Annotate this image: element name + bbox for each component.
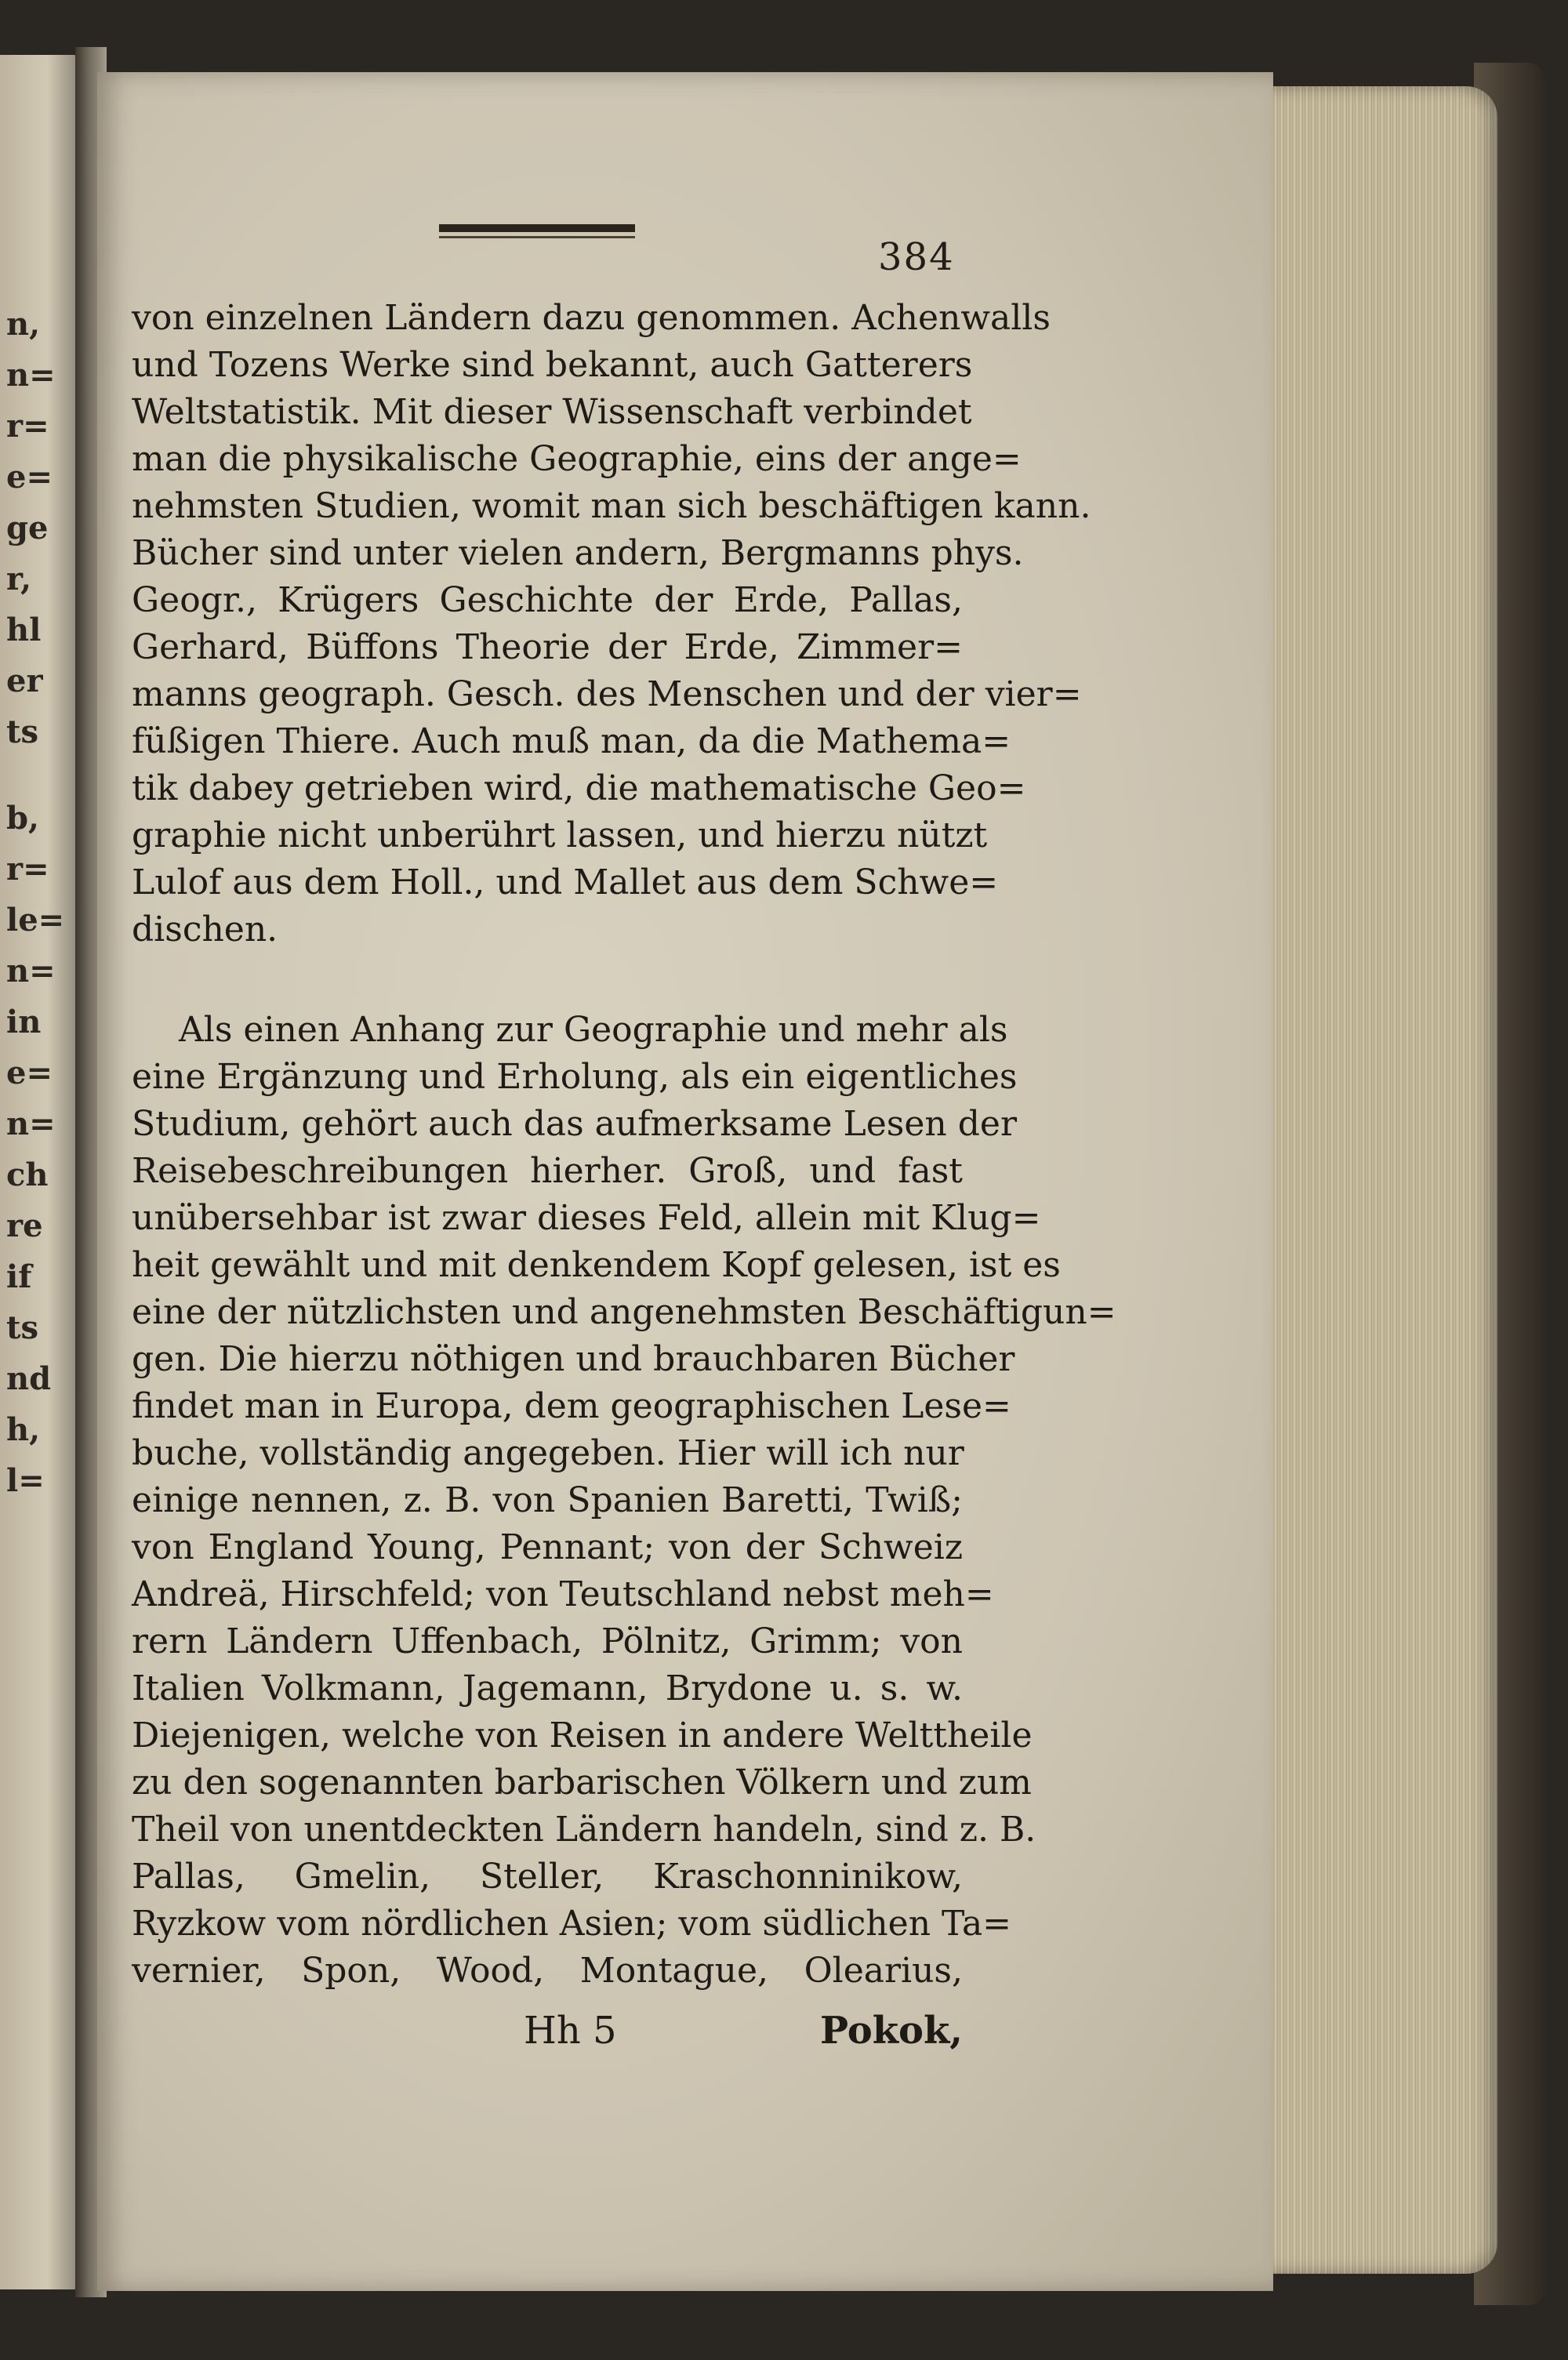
- paragraph: [132, 295, 1091, 953]
- left-page-fragment: nd: [6, 1360, 52, 1397]
- text-line: Studium, gehört auch das aufmerksame Lesen der: [132, 1104, 1017, 1144]
- left-page-fragment: ch: [6, 1156, 49, 1193]
- text-line: manns geograph. Gesch. des Menschen und der vier=: [132, 674, 1082, 714]
- text-line: eine Ergänzung und Erholung, als ein eigentliches: [132, 1057, 1018, 1097]
- text-line: Diejenigen, welche von Reisen in andere Welttheile: [132, 1716, 1033, 1755]
- left-page-fragment: r,: [6, 561, 32, 597]
- text-line: Bücher sind unter vielen andern, Bergmanns phys.: [132, 533, 1024, 573]
- left-page-fragment: le=: [6, 902, 65, 939]
- text-line: Andreä, Hirschfeld; von Teutschland nebst meh=: [132, 1574, 994, 1614]
- left-page-fragment: n=: [6, 357, 56, 394]
- text-line: dischen.: [132, 910, 278, 949]
- body-text: [132, 295, 1116, 1995]
- signature-mark: Hh 5: [524, 2009, 617, 2053]
- left-facing-page: [0, 55, 78, 2289]
- text-line: Pallas, Gmelin, Steller, Kraschonninikow,: [132, 1857, 963, 1897]
- paragraph: [132, 1007, 1116, 1995]
- header-rule: [439, 224, 635, 232]
- page-number: 384: [878, 235, 955, 279]
- left-page-fragment: b,: [6, 800, 39, 837]
- text-line: Weltstatistik. Mit dieser Wissenschaft verbindet: [132, 392, 972, 432]
- header-rule-thin: [439, 236, 635, 238]
- text-line: Ryzkow vom nördlichen Asien; vom südlichen Ta=: [132, 1904, 1012, 1944]
- left-page-fragment: n=: [6, 1106, 56, 1142]
- text-line: von einzelnen Ländern dazu genommen. Achenwalls: [132, 298, 1051, 338]
- text-line: tik dabey getrieben wird, die mathematische Geo=: [132, 768, 1026, 808]
- text-line: zu den sogenannten barbarischen Völkern und zum: [132, 1763, 1032, 1803]
- left-page-fragment: er: [6, 663, 43, 699]
- text-line: Italien Volkmann, Jagemann, Brydone u. s. w.: [132, 1668, 963, 1708]
- text-line: man die physikalische Geographie, eins der ange=: [132, 439, 1022, 479]
- text-line: Theil von unentdeckten Ländern handeln, sind z. B.: [132, 1810, 1036, 1850]
- left-page-fragment: if: [6, 1258, 32, 1295]
- text-line: Geogr., Krügers Geschichte der Erde, Pallas,: [132, 580, 963, 620]
- left-page-fragment: e=: [6, 1055, 53, 1091]
- text-line: Gerhard, Büffons Theorie der Erde, Zimmer=: [132, 627, 963, 667]
- text-line: und Tozens Werke sind bekannt, auch Gatterers: [132, 345, 973, 385]
- page-block-edges: [1247, 86, 1497, 2274]
- page-footer: [132, 2007, 963, 2054]
- text-line: Als einen Anhang zur Geographie und mehr als: [179, 1010, 1008, 1050]
- text-line: findet man in Europa, dem geographischen Lese=: [132, 1386, 1011, 1426]
- left-page-fragment: re: [6, 1207, 43, 1244]
- left-page-fragment: in: [6, 1004, 42, 1040]
- left-page-fragment: l=: [6, 1462, 45, 1499]
- text-line: buche, vollständig angegeben. Hier will ich nur: [132, 1433, 964, 1473]
- text-line: von England Young, Pennant; von der Schweiz: [132, 1527, 963, 1567]
- text-line: Lulof aus dem Holl., und Mallet aus dem Schwe=: [132, 862, 999, 902]
- text-line: graphie nicht unberührt lassen, und hierzu nützt: [132, 815, 988, 855]
- left-page-fragment: n=: [6, 953, 56, 989]
- left-page-fragment: n,: [6, 306, 41, 343]
- left-page-fragment: r=: [6, 851, 49, 888]
- paragraph-gap: [132, 953, 963, 1007]
- text-line: unübersehbar ist zwar dieses Feld, allein mit Klug=: [132, 1198, 1041, 1238]
- text-line: füßigen Thiere. Auch muß man, da die Mathema=: [132, 721, 1011, 761]
- text-line: vernier, Spon, Wood, Montague, Olearius,: [132, 1951, 963, 1991]
- text-line: heit gewählt und mit denkendem Kopf gelesen, ist es: [132, 1245, 1061, 1285]
- catchword: Pokok,: [819, 2009, 963, 2053]
- text-line: gen. Die hierzu nöthigen und brauchbaren Bücher: [132, 1339, 1015, 1379]
- text-line: rern Ländern Uffenbach, Pölnitz, Grimm; von: [132, 1621, 963, 1661]
- left-page-fragment: e=: [6, 459, 53, 496]
- left-page-fragment: ge: [6, 510, 49, 546]
- text-line: nehmsten Studien, womit man sich beschäftigen kann.: [132, 486, 1091, 526]
- text-line: einige nennen, z. B. von Spanien Baretti, Twiß;: [132, 1480, 963, 1520]
- left-page-fragment: ts: [6, 1309, 38, 1346]
- left-page-fragment: hl: [6, 612, 42, 648]
- left-page-fragment: h,: [6, 1411, 41, 1448]
- left-page-fragment: ts: [6, 713, 38, 750]
- text-line: eine der nützlichsten und angenehmsten Beschäftigun=: [132, 1292, 1116, 1332]
- text-line: Reisebeschreibungen hierher. Groß, und fast: [132, 1151, 963, 1191]
- left-page-fragment: r=: [6, 408, 49, 445]
